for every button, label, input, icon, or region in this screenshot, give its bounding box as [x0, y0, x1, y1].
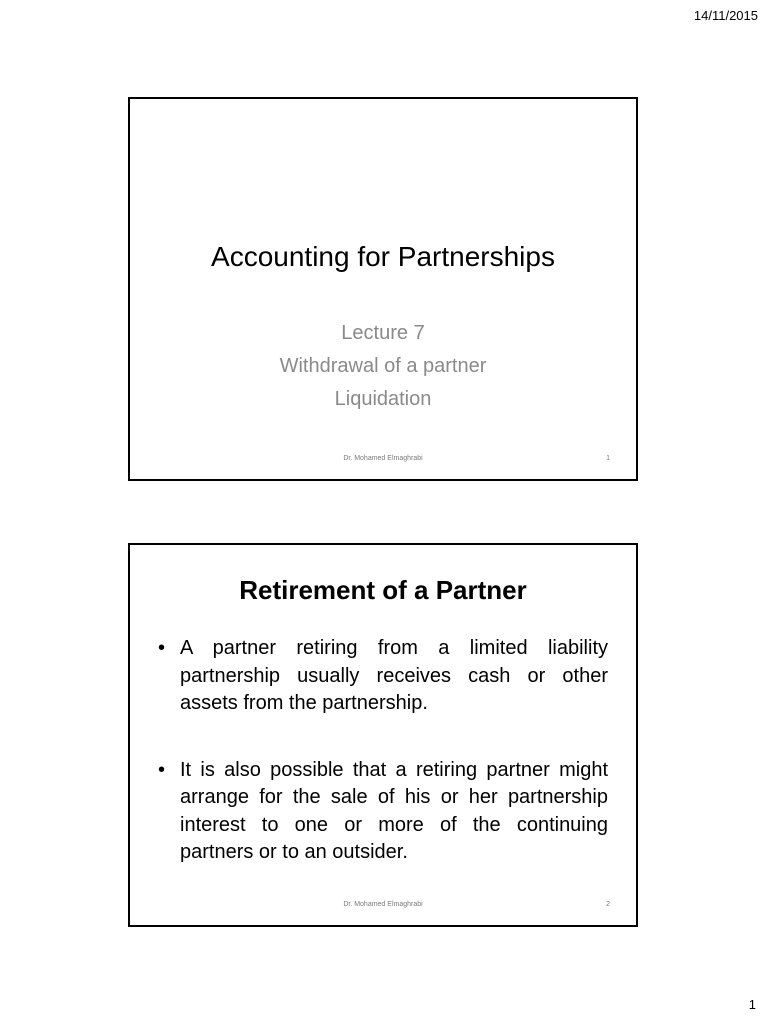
bullet-icon: •	[158, 637, 166, 659]
print-date: 14/11/2015	[693, 8, 758, 23]
slide-title: Retirement of a Partner	[239, 575, 527, 605]
bullet-icon: •	[158, 758, 166, 781]
bullet-text: A partner retiring from a limited liability partnership usually receives cash or other assets from the partnership.	[180, 637, 608, 714]
slide-footer	[130, 455, 636, 467]
slide-title: Accounting for Partnerships	[211, 241, 555, 272]
slide-footer-author: Dr. Mohamed Elmaghrabi	[343, 455, 423, 462]
slide-footer	[130, 901, 636, 913]
subtitle-line: Liquidation	[334, 388, 432, 410]
subtitle-line: Lecture 7	[341, 322, 425, 344]
subtitle-line: Withdrawal of a partner	[279, 355, 487, 377]
bullet-item	[156, 635, 608, 718]
bullet-item	[156, 757, 608, 867]
page-number: 1	[748, 997, 756, 1012]
slide-footer-author: Dr. Mohamed Elmaghrabi	[343, 901, 423, 908]
slide-number: 2	[606, 901, 610, 908]
slide-subtitle	[130, 317, 636, 416]
slide-1	[128, 97, 638, 481]
slide-2	[128, 543, 638, 927]
slide-number: 1	[606, 455, 610, 462]
bullet-text: It is also possible that a retiring partner might arrange for the sale of his or her partnership interest to one or more of the continuing partners or to an outsider.	[180, 758, 608, 863]
bullet-list	[156, 635, 608, 906]
